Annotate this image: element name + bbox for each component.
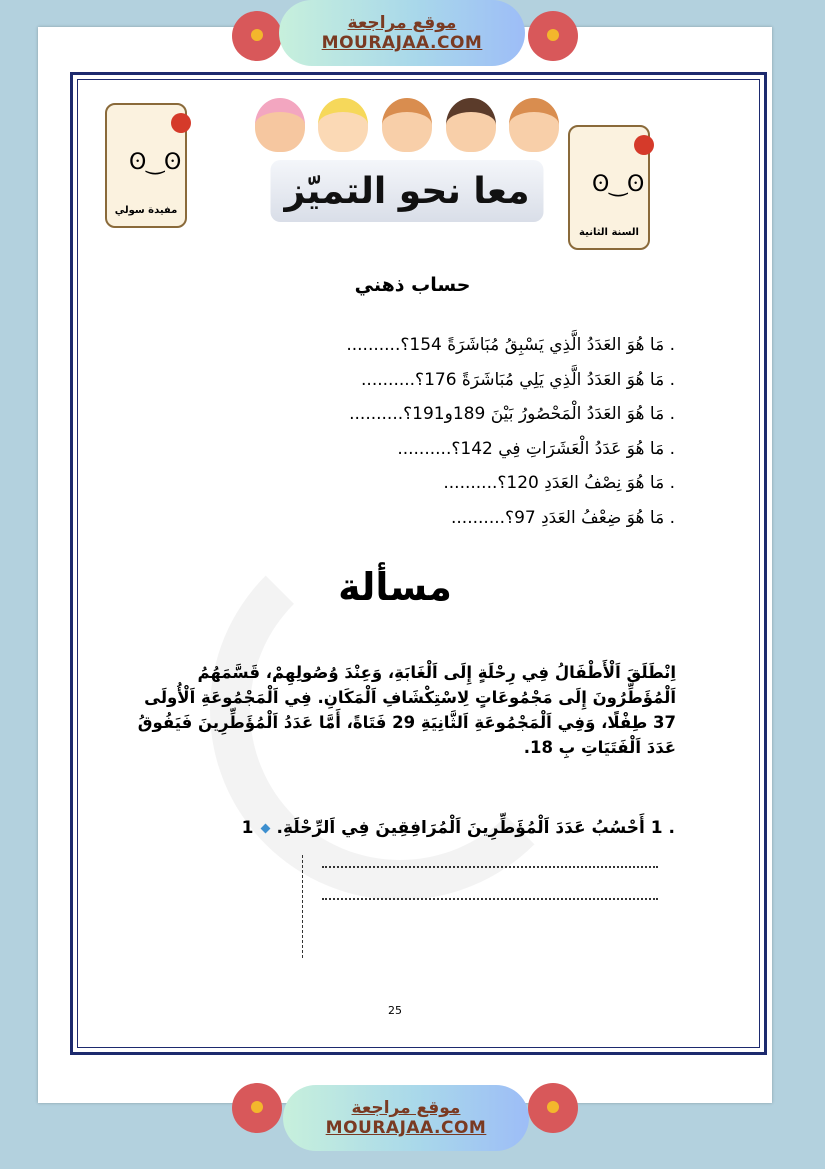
site-banner-top[interactable] xyxy=(279,0,525,66)
section-title: حساب ذهني xyxy=(354,274,471,296)
task-text: . 1 أَحْسُبُ عَدَدَ اَلْمُؤَطِّرِينَ اَلْمُرَافِقِينَ فِي اَلرِّحْلَةِ. xyxy=(276,818,675,838)
mental-math-questions xyxy=(346,328,675,535)
site-name-ar: موقع مراجعة xyxy=(347,13,457,33)
answer-divider xyxy=(302,855,303,958)
answer-line[interactable] xyxy=(322,898,658,900)
problem-text: اِنْطَلَقَ اَلْأَطْفَالُ فِي رِحْلَةٍ إِلَى اَلْغَابَةِ، وَعِنْدَ وُصُولِهِمْ، قَسَّمَهُمُ اَلْمُؤَطِّرُونَ إِلَى مَجْمُوعَاتٍ لِاسْتِكْشَافِ اَلْمَكَانِ. فِي اَلْمَجْمُوعَةِ اَلْأُولَى 37 طِفْلًا، وَفِي اَلْمَجْمُوعَةِ اَلثَّانِيَةِ 29 فَتَاةً، أَمَّا عَدَدُ اَلْمُؤَطِّرِينَ فَيَفُوقُ عَدَدَ اَلْفَتَيَاتِ بِ 18. xyxy=(137,663,676,757)
site-logo-right xyxy=(528,11,578,61)
right-scroll-text: السنة الثانية xyxy=(579,227,639,238)
site-logo-right-bottom xyxy=(528,1083,578,1133)
page-number: 25 xyxy=(388,1004,402,1017)
bullet-diamond-icon xyxy=(260,823,270,833)
header-banner xyxy=(248,98,566,240)
right-scroll-image: ʘ‿ʘ السنة الثانية xyxy=(568,125,650,250)
question-item: . مَا هُوَ العَدَدُ الَّذِي يَسْبِقُ مُبَاشَرَةً 154؟.......... xyxy=(346,335,675,355)
header-title: معا نحو التميّز xyxy=(270,160,543,222)
question-item: . مَا هُوَ نِصْفُ العَدَدِ 120؟.......... xyxy=(443,473,675,493)
question-item: . مَا هُوَ العَدَدُ الْمَحْصُورُ بَيْنَ 189و191؟.......... xyxy=(349,404,675,424)
question-item: . مَا هُوَ العَدَدُ الَّذِي يَلِي مُبَاشَرَةً 176؟.......... xyxy=(361,369,675,390)
left-scroll-text: مفيدة سولي xyxy=(114,205,178,216)
question-item: . مَا هُوَ عَدَدُ الْعَشَرَاتِ فِي 142؟.......... xyxy=(397,438,675,459)
site-name-en: MOURAJAA.COM xyxy=(321,33,483,53)
task-item xyxy=(242,818,675,838)
site-name-ar: موقع مراجعة xyxy=(351,1098,461,1118)
site-banner-bottom[interactable] xyxy=(283,1085,529,1151)
left-scroll-image: ʘ‿ʘ مفيدة سولي xyxy=(105,103,187,228)
site-logo-left-bottom xyxy=(232,1083,282,1133)
site-name-en: MOURAJAA.COM xyxy=(325,1118,487,1138)
question-item: . مَا هُوَ ضِعْفُ العَدَدِ 97؟.......... xyxy=(451,507,675,528)
task-number: 1 xyxy=(241,818,254,838)
problem-title: مسألة xyxy=(338,565,452,609)
answer-line[interactable] xyxy=(322,866,658,868)
site-logo-left xyxy=(232,11,282,61)
